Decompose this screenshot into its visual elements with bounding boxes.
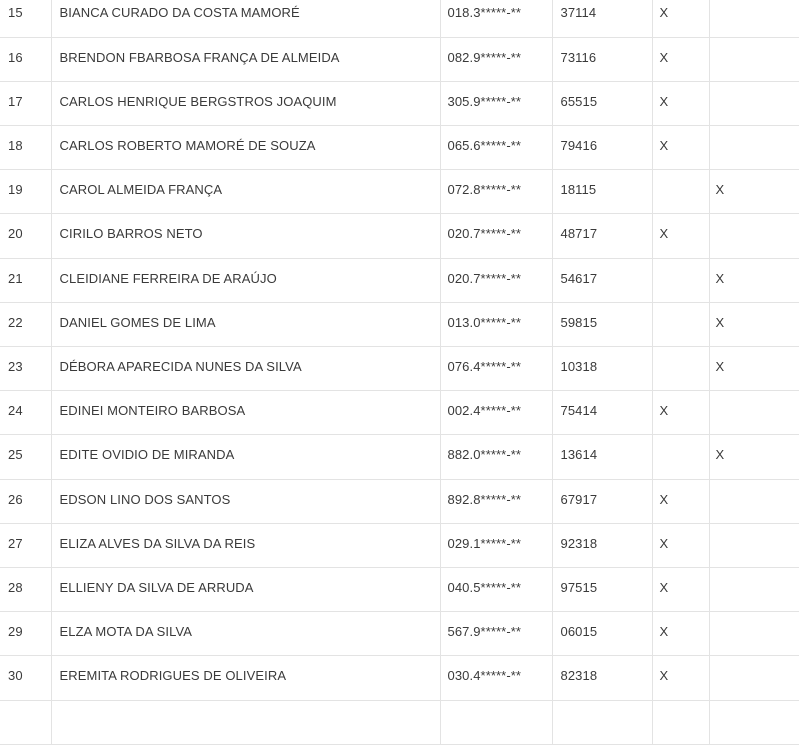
mark-a-cell: [652, 435, 709, 479]
mark-a-cell: X: [652, 81, 709, 125]
code-cell: 37114: [552, 0, 652, 37]
mark-a-cell: X: [652, 567, 709, 611]
row-number-cell: 26: [0, 479, 51, 523]
mark-a-cell: [652, 302, 709, 346]
table-row: [0, 126, 799, 170]
name-cell: CLEIDIANE FERREIRA DE ARAÚJO: [51, 258, 440, 302]
mark-a-cell: [652, 258, 709, 302]
mark-b-cell: X: [709, 347, 799, 391]
name-cell: EDSON LINO DOS SANTOS: [51, 479, 440, 523]
code-cell: 92318: [552, 523, 652, 567]
row-number-cell: 25: [0, 435, 51, 479]
row-number-cell: 30: [0, 656, 51, 700]
table-row: [0, 612, 799, 656]
row-number-cell: 27: [0, 523, 51, 567]
cpf-cell: 029.1*****-**: [440, 523, 552, 567]
code-cell: 82318: [552, 656, 652, 700]
name-cell: EDITE OVIDIO DE MIRANDA: [51, 435, 440, 479]
table-row: [0, 258, 799, 302]
cpf-cell: 892.8*****-**: [440, 479, 552, 523]
mark-a-cell: X: [652, 214, 709, 258]
cpf-cell: 305.9*****-**: [440, 81, 552, 125]
cpf-cell: 072.8*****-**: [440, 170, 552, 214]
mark-b-cell: [709, 81, 799, 125]
table-row: [0, 347, 799, 391]
row-number-cell: 19: [0, 170, 51, 214]
row-number-cell: 23: [0, 347, 51, 391]
mark-a-cell: X: [652, 523, 709, 567]
cpf-cell: 020.7*****-**: [440, 258, 552, 302]
name-cell: BRENDON FBARBOSA FRANÇA DE ALMEIDA: [51, 37, 440, 81]
table-row: [0, 656, 799, 700]
table-row: [0, 435, 799, 479]
mark-b-cell: [709, 391, 799, 435]
cpf-cell: 020.7*****-**: [440, 214, 552, 258]
table-row: [0, 567, 799, 611]
cpf-cell: 065.6*****-**: [440, 126, 552, 170]
mark-a-cell: X: [652, 391, 709, 435]
cpf-cell: 018.3*****-**: [440, 0, 552, 37]
mark-a-cell: [652, 700, 709, 744]
table-row: [0, 214, 799, 258]
cpf-cell: 567.9*****-**: [440, 612, 552, 656]
row-number-cell: 17: [0, 81, 51, 125]
cpf-cell: 882.0*****-**: [440, 435, 552, 479]
code-cell: 59815: [552, 302, 652, 346]
code-cell: 79416: [552, 126, 652, 170]
mark-a-cell: X: [652, 656, 709, 700]
name-cell: DANIEL GOMES DE LIMA: [51, 302, 440, 346]
mark-b-cell: [709, 0, 799, 37]
table-row: [0, 391, 799, 435]
code-cell: 13614: [552, 435, 652, 479]
table-row: [0, 302, 799, 346]
table-row: [0, 37, 799, 81]
mark-a-cell: X: [652, 479, 709, 523]
mark-b-cell: [709, 126, 799, 170]
mark-b-cell: X: [709, 258, 799, 302]
cpf-cell: 040.5*****-**: [440, 567, 552, 611]
row-number-cell: 21: [0, 258, 51, 302]
name-cell: CIRILO BARROS NETO: [51, 214, 440, 258]
table-row: [0, 523, 799, 567]
code-cell: 54617: [552, 258, 652, 302]
name-cell: [51, 700, 440, 744]
mark-b-cell: [709, 700, 799, 744]
row-number-cell: 20: [0, 214, 51, 258]
table-row: [0, 81, 799, 125]
name-cell: BIANCA CURADO DA COSTA MAMORÉ: [51, 0, 440, 37]
cpf-cell: 076.4*****-**: [440, 347, 552, 391]
name-cell: CAROL ALMEIDA FRANÇA: [51, 170, 440, 214]
mark-b-cell: X: [709, 302, 799, 346]
mark-a-cell: X: [652, 612, 709, 656]
cpf-cell: 002.4*****-**: [440, 391, 552, 435]
name-cell: ELLIENY DA SILVA DE ARRUDA: [51, 567, 440, 611]
mark-a-cell: X: [652, 126, 709, 170]
cpf-cell: 013.0*****-**: [440, 302, 552, 346]
mark-b-cell: [709, 523, 799, 567]
cpf-cell: 082.9*****-**: [440, 37, 552, 81]
table-row: [0, 700, 799, 744]
row-number-cell: 16: [0, 37, 51, 81]
code-cell: 06015: [552, 612, 652, 656]
code-cell: [552, 700, 652, 744]
code-cell: 48717: [552, 214, 652, 258]
name-cell: ELIZA ALVES DA SILVA DA REIS: [51, 523, 440, 567]
name-cell: CARLOS ROBERTO MAMORÉ DE SOUZA: [51, 126, 440, 170]
row-number-cell: 15: [0, 0, 51, 37]
code-cell: 67917: [552, 479, 652, 523]
mark-b-cell: X: [709, 170, 799, 214]
code-cell: 97515: [552, 567, 652, 611]
code-cell: 10318: [552, 347, 652, 391]
mark-b-cell: [709, 656, 799, 700]
row-number-cell: [0, 700, 51, 744]
name-cell: DÉBORA APARECIDA NUNES DA SILVA: [51, 347, 440, 391]
row-number-cell: 18: [0, 126, 51, 170]
name-cell: EDINEI MONTEIRO BARBOSA: [51, 391, 440, 435]
name-cell: ELZA MOTA DA SILVA: [51, 612, 440, 656]
code-cell: 18115: [552, 170, 652, 214]
table-row: [0, 0, 799, 37]
mark-a-cell: [652, 170, 709, 214]
code-cell: 73116: [552, 37, 652, 81]
mark-b-cell: X: [709, 435, 799, 479]
table-row: [0, 170, 799, 214]
row-number-cell: 22: [0, 302, 51, 346]
mark-b-cell: [709, 567, 799, 611]
mark-a-cell: [652, 347, 709, 391]
code-cell: 75414: [552, 391, 652, 435]
mark-b-cell: [709, 214, 799, 258]
cpf-cell: [440, 700, 552, 744]
code-cell: 65515: [552, 81, 652, 125]
cpf-cell: 030.4*****-**: [440, 656, 552, 700]
row-number-cell: 28: [0, 567, 51, 611]
name-cell: EREMITA RODRIGUES DE OLIVEIRA: [51, 656, 440, 700]
row-number-cell: 24: [0, 391, 51, 435]
mark-b-cell: [709, 479, 799, 523]
mark-b-cell: [709, 37, 799, 81]
mark-a-cell: X: [652, 0, 709, 37]
mark-a-cell: X: [652, 37, 709, 81]
table-row: [0, 479, 799, 523]
mark-b-cell: [709, 612, 799, 656]
name-cell: CARLOS HENRIQUE BERGSTROS JOAQUIM: [51, 81, 440, 125]
row-number-cell: 29: [0, 612, 51, 656]
